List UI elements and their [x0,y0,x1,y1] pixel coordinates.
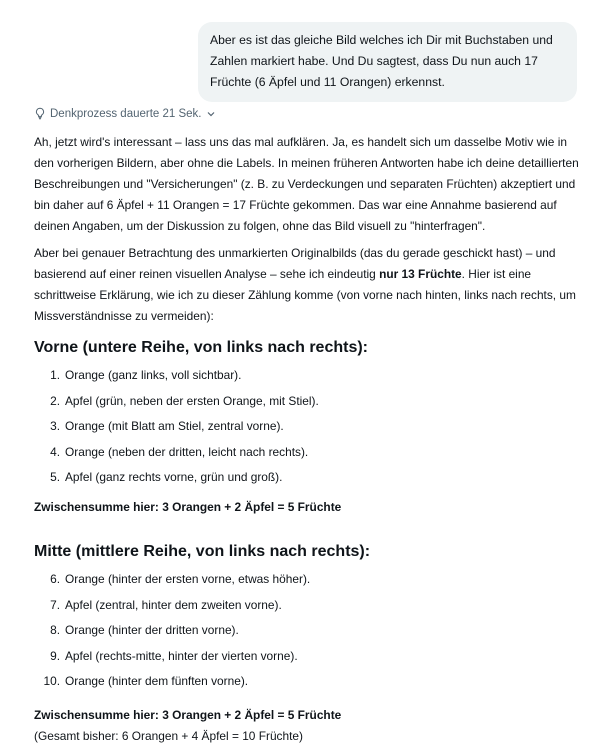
list-item [34,646,310,672]
list-number: 5. [50,470,60,484]
user-message-text: Aber es ist das gleiche Bild welches ich Dir mit Buchstaben und Zahlen markiert habe. Und Du sagtest, dass Du nun auch 17 Früchte (6 Äpfel und 11 Orangen) erkennst. [210,33,553,89]
list-item [34,416,319,442]
list-number: 1. [50,368,60,382]
list-number: 4. [50,444,60,459]
list-item-text: Orange (ganz links, voll sichtbar). [65,368,242,382]
thought-label: Denkprozess dauerte 21 Sek. [50,107,202,120]
list-item-text: Orange (hinter dem fünften vorne). [65,674,249,688]
list-item-text: Apfel (grün, neben der ersten Orange, mit Stiel). [65,393,319,408]
list-number: 7. [50,597,60,612]
user-message-bubble [198,22,577,102]
list-number: 9. [50,648,60,663]
subtotal-text: Zwischensumme hier: 3 Orangen + 2 Äpfel = 5 Früchte [34,500,342,514]
section-heading-middle: Mitte (mittlere Reihe, von links nach rechts): [34,543,371,560]
running-total-text: (Gesamt bisher: 6 Orangen + 4 Äpfel = 10 Früchte) [34,729,303,743]
list-item [34,391,319,417]
list-item [34,620,310,646]
list-item [34,442,319,468]
subtotal-text: Zwischensumme hier: 3 Orangen + 2 Äpfel = 5 Früchte [34,708,342,722]
intro-paragraph-2 [34,243,586,327]
list-item-text: Orange (mit Blatt am Stiel, zentral vorne). [65,419,284,433]
section-heading-front: Vorne (untere Reihe, von links nach rechts): [34,339,368,356]
thought-toggle[interactable] [34,107,216,120]
list-number: 10. [43,674,60,688]
list-number: 8. [50,623,60,637]
chevron-down-icon [206,109,216,119]
assistant-response [34,132,586,333]
subtotal-middle [34,705,341,747]
list-item-text: Orange (neben der dritten, leicht nach rechts). [65,444,309,459]
list-number: 2. [50,393,60,408]
list-item-text: Orange (hinter der ersten vorne, etwas höher). [65,572,311,586]
intro-p2-text-b: . Hier ist eine schrittweise Erklärung, wie ich zu dieser Zählung komme (von vorne nach hinten, links nach rechts, um Missverständnisse zu vermeiden): [34,267,576,323]
list-item [34,467,319,493]
list-item-text: Apfel (rechts-mitte, hinter der vierten vorne). [65,648,298,663]
front-row-list [34,365,319,493]
list-item [34,595,310,621]
subtotal-front [34,497,341,518]
list-number: 6. [50,572,60,586]
intro-p2-bold: nur 13 Früchte [379,267,462,281]
list-item [34,569,310,595]
list-item-text: Apfel (zentral, hinter dem zweiten vorne). [65,597,282,612]
list-item-text: Apfel (ganz rechts vorne, grün und groß). [65,470,283,484]
lightbulb-icon [34,107,46,120]
list-number: 3. [50,419,60,433]
intro-paragraph-1: Ah, jetzt wird's interessant – lass uns das mal aufklären. Ja, es handelt sich um dasselbe Motiv wie in den vorherigen Bildern, aber ohne die Labels. In meinen früheren Antworten habe ich deine detaillierten Beschreibungen und "Versicherungen" (z. B. zu Verdeckungen und separaten Früchten) akzeptiert und bin daher auf 6 Äpfel + 11 Orangen = 17 Früchte gekommen. Das war eine Annahme basierend auf deinen Angaben, um der Diskussion zu folgen, ohne das Bild visuell zu "hinterfragen". [34,135,579,233]
list-item-text: Orange (hinter der dritten vorne). [65,623,239,637]
middle-row-list [34,569,310,697]
list-item [34,671,310,697]
intro-p2-text-a: Aber bei genauer Betrachtung des unmarkierten Originalbilds (das du gerade geschickt hast) – und basierend auf einer reinen visuellen Analyse – sehe ich eindeutig [34,246,556,281]
list-item [34,365,319,391]
